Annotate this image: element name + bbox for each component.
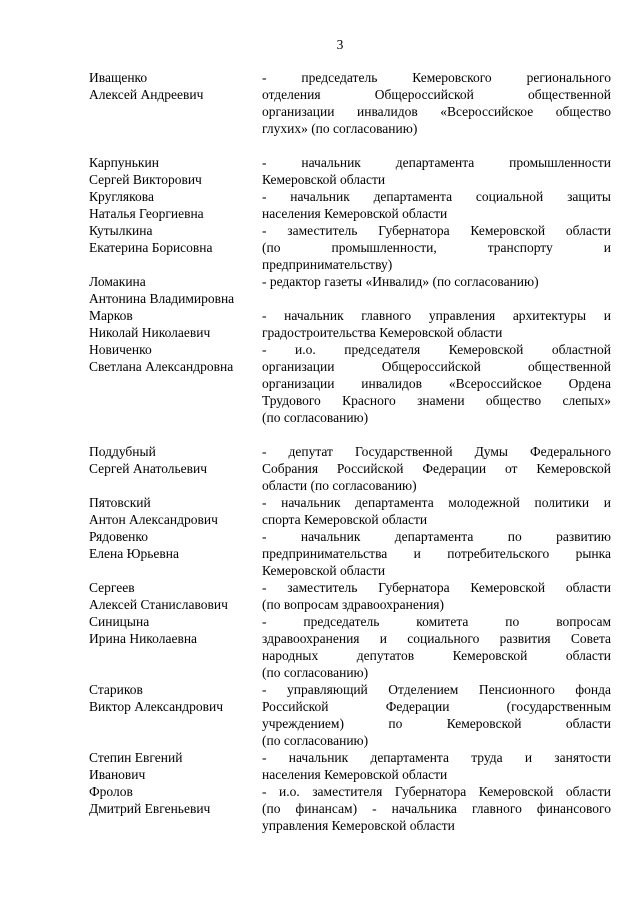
member-name-line: Иващенко [89,70,148,85]
member-role [262,307,611,341]
member-name-line: Рядовенко [89,529,148,544]
member-name [89,154,262,188]
member-entry [89,307,611,341]
member-role-line: здравоохранения и социального развития Совета [262,631,611,646]
member-role [262,341,611,426]
member-role-line: Кемеровской области [262,172,386,187]
member-name-line: Карпунькин [89,155,159,170]
member-name-line: Фролов [89,784,133,799]
member-role-line: населения Кемеровской области [262,206,448,221]
member-name [89,222,262,273]
member-role-line: - начальник департамента социальной защиты [262,189,611,204]
member-entry [89,613,611,681]
member-name [89,273,262,307]
member-role-line: народных депутатов Кемеровской области [262,648,611,663]
member-role-line: глухих» (по согласованию) [262,121,418,136]
member-role-line: Кемеровской области [262,563,386,578]
member-name-line: Елена Юрьевна [89,546,179,561]
member-name-line: Марков [89,308,133,323]
member-name [89,681,262,749]
member-name-line: Николай Николаевич [89,325,211,340]
member-role-line: организации инвалидов «Всероссийское общество [262,104,611,119]
member-name-line: Стариков [89,682,143,697]
member-name-line: Пятовский [89,495,151,510]
members-list [89,69,611,834]
member-entry [89,69,611,137]
member-role [262,681,611,749]
member-role-line: организации Общероссийской общественной [262,359,611,374]
member-name-line: Светлана Александровна [89,359,234,374]
member-name-line: Сергеев [89,580,135,595]
member-role-line: - заместитель Губернатора Кемеровской области [262,580,611,595]
member-role-line: Трудового Красного знамени общество слепых» [262,393,611,408]
member-role-line: Российской Федерации (государственным [262,699,611,714]
member-entry [89,341,611,426]
member-role-line: Собрания Российской Федерации от Кемеровской [262,461,611,476]
member-name-line: Виктор Александрович [89,699,224,714]
member-name-line: Степин Евгений [89,750,183,765]
member-entry [89,579,611,613]
member-entry [89,222,611,273]
member-role [262,494,611,528]
member-role [262,443,611,494]
member-role-line: - редактор газеты «Инвалид» (по согласованию) [262,274,539,289]
member-role-line: - начальник департамента труда и занятости [262,750,611,765]
member-role-line: спорта Кемеровской области [262,512,428,527]
member-entry [89,273,611,307]
member-role [262,749,611,783]
member-name-line: Антонина Владимировна [89,291,235,306]
member-name [89,749,262,783]
member-name [89,783,262,834]
member-role-line: - заместитель Губернатора Кемеровской области [262,223,611,238]
member-name [89,188,262,222]
member-name-line: Сергей Анатольевич [89,461,208,476]
member-name-line: Сергей Викторович [89,172,202,187]
member-role-line: - начальник департамента молодежной политики и [262,495,611,510]
member-role-line: (по промышленности, транспорту и [262,240,611,255]
member-name-line: Алексей Андреевич [89,87,204,102]
member-name-line: Антон Александрович [89,512,218,527]
member-name-line: Ломакина [89,274,146,289]
member-role-line: (по вопросам здравоохранения) [262,597,445,612]
member-role-line: управления Кемеровской области [262,818,455,833]
member-entry [89,749,611,783]
member-role-line: - и.о. председателя Кемеровской областной [262,342,611,357]
member-role-line: - и.о. заместителя Губернатора Кемеровской области [262,784,611,799]
member-role [262,69,611,137]
member-role-line: (по финансам) - начальника главного финансового [262,801,611,816]
member-role [262,579,611,613]
member-name-line: Дмитрий Евгеньевич [89,801,211,816]
member-name-line: Алексей Станиславович [89,597,228,612]
member-role-line: предпринимательства и потребительского рынка [262,546,611,561]
member-role-line: населения Кемеровской области [262,767,448,782]
member-name-line: Кутылкина [89,223,153,238]
member-role [262,188,611,222]
member-role-line: - начальник департамента по развитию [262,529,611,544]
member-entry [89,783,611,834]
member-role-line: - депутат Государственной Думы Федерального [262,444,611,459]
member-role-line: предпринимательству) [262,257,393,272]
member-entry [89,188,611,222]
member-role-line: (по согласованию) [262,410,369,425]
member-role [262,783,611,834]
member-name [89,494,262,528]
page-number: 3 [336,37,344,52]
member-name-line: Круглякова [89,189,154,204]
member-role-line: (по согласованию) [262,665,369,680]
member-name-line: Новиченко [89,342,152,357]
member-role-line: - председатель комитета по вопросам [262,614,611,629]
member-role-line: учреждением) по Кемеровской области [262,716,611,731]
member-role-line: - начальник департамента промышленности [262,155,611,170]
member-role-line: области (по согласованию) [262,478,417,493]
member-name [89,341,262,426]
member-name [89,613,262,681]
member-name [89,307,262,341]
member-role [262,154,611,188]
member-name-line: Наталья Георгиевна [89,206,204,221]
member-entry [89,681,611,749]
member-role-line: - управляющий Отделением Пенсионного фонда [262,682,611,697]
member-role-line: - председатель Кемеровского регионального [262,70,611,85]
member-name [89,579,262,613]
member-name-line: Иванович [89,767,146,782]
member-entry [89,494,611,528]
member-role-line: градостроительства Кемеровской области [262,325,503,340]
member-role [262,613,611,681]
member-name-line: Синицына [89,614,150,629]
member-role-line: - начальник главного управления архитектуры и [262,308,611,323]
member-role-line: (по согласованию) [262,733,369,748]
member-name [89,443,262,494]
member-name-line: Ирина Николаевна [89,631,198,646]
member-role [262,528,611,579]
member-name [89,69,262,137]
member-role-line: организации инвалидов «Всероссийское Ордена [262,376,611,391]
member-role-line: отделения Общероссийской общественной [262,87,611,102]
member-role [262,273,611,307]
member-name-line: Екатерина Борисовна [89,240,213,255]
member-name [89,528,262,579]
member-entry [89,528,611,579]
member-role [262,222,611,273]
member-entry [89,443,611,494]
member-entry [89,154,611,188]
member-name-line: Поддубный [89,444,156,459]
